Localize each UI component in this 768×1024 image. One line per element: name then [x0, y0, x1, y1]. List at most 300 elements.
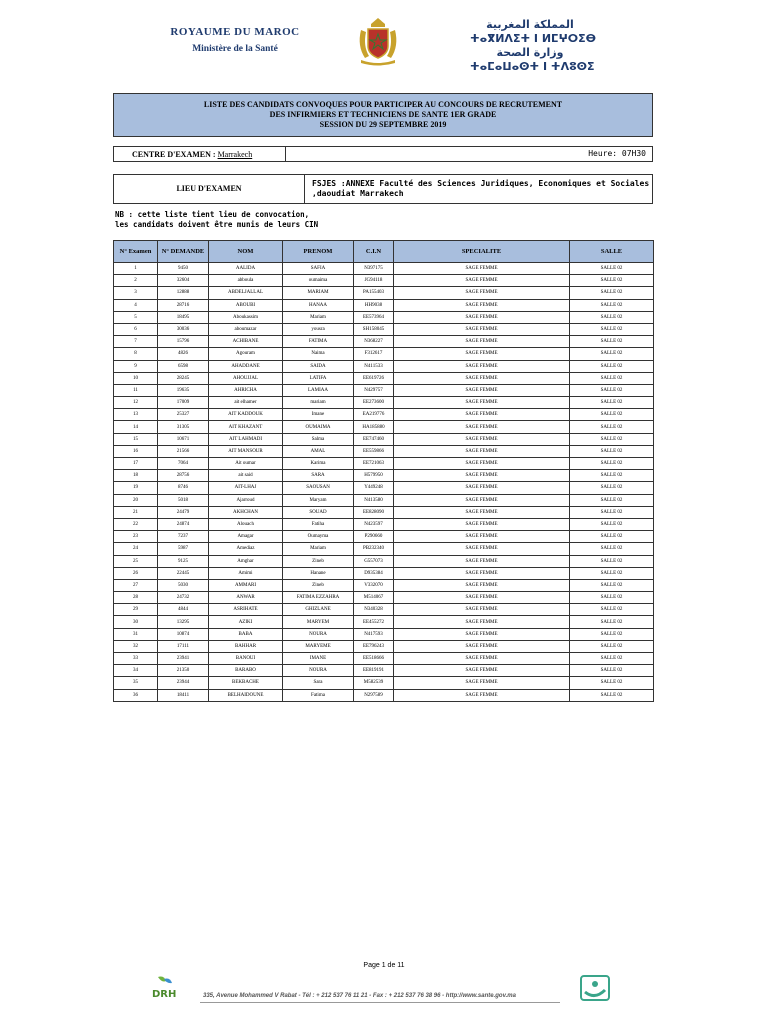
cell-exam-number: 23	[114, 531, 158, 543]
cell-last-name: ACHIBANE	[209, 336, 283, 348]
cell-exam-number: 6	[114, 323, 158, 335]
cell-room: SALLE 02	[570, 665, 654, 677]
cell-room: SALLE 02	[570, 579, 654, 591]
table-row	[114, 348, 654, 360]
cell-exam-number: 12	[114, 397, 158, 409]
cell-exam-number: 27	[114, 579, 158, 591]
cell-room: SALLE 02	[570, 592, 654, 604]
cell-room: SALLE 02	[570, 323, 654, 335]
table-row	[114, 506, 654, 518]
cell-request-number: 9125	[158, 555, 209, 567]
cell-last-name: AHADDANE	[209, 360, 283, 372]
cell-request-number: 17111	[158, 640, 209, 652]
cell-request-number: 17009	[158, 397, 209, 409]
cell-speciality: SAGE FEMME	[394, 628, 570, 640]
cell-speciality: SAGE FEMME	[394, 336, 570, 348]
cell-last-name: ASRIHATE	[209, 604, 283, 616]
page-number: Page 1 de 11	[363, 962, 405, 969]
footer-divider	[200, 1002, 560, 1003]
cell-cin: HA185880	[354, 421, 394, 433]
cell-exam-number: 13	[114, 409, 158, 421]
cell-cin: F312617	[354, 348, 394, 360]
cell-exam-number: 28	[114, 592, 158, 604]
cell-request-number: 4826	[158, 348, 209, 360]
cell-speciality: SAGE FEMME	[394, 543, 570, 555]
cell-speciality: SAGE FEMME	[394, 677, 570, 689]
cell-request-number: 28716	[158, 299, 209, 311]
table-row	[114, 336, 654, 348]
cell-request-number: 24479	[158, 506, 209, 518]
title-line-3: SESSION DU 29 SEPTEMBRE 2019	[319, 120, 447, 129]
cell-speciality: SAGE FEMME	[394, 323, 570, 335]
cell-last-name: AHOUJJAL	[209, 372, 283, 384]
cell-exam-number: 16	[114, 445, 158, 457]
cell-speciality: SAGE FEMME	[394, 506, 570, 518]
cell-request-number: 18495	[158, 311, 209, 323]
cell-last-name: aboumazar	[209, 323, 283, 335]
cell-exam-number: 30	[114, 616, 158, 628]
title-line-1: LISTE DES CANDIDATS CONVOQUES POUR PARTICIPER AU CONCOURS DE RECRUTEMENT	[203, 100, 563, 109]
cell-last-name: abboula	[209, 275, 283, 287]
cell-first-name: MARYEME	[283, 640, 354, 652]
cell-request-number: 13295	[158, 616, 209, 628]
cell-cin: M582539	[354, 677, 394, 689]
cell-room: SALLE 02	[570, 263, 654, 275]
cell-room: SALLE 02	[570, 397, 654, 409]
cell-first-name: MARYEM	[283, 616, 354, 628]
cell-exam-number: 33	[114, 653, 158, 665]
cell-first-name: Karima	[283, 458, 354, 470]
cell-first-name: FATIMA EZZAHRA	[283, 592, 354, 604]
cell-room: SALLE 02	[570, 384, 654, 396]
cell-first-name: IMANE	[283, 653, 354, 665]
cell-first-name: SAOUSAN	[283, 482, 354, 494]
cell-request-number: 24732	[158, 592, 209, 604]
cell-last-name: Ait oumar	[209, 458, 283, 470]
cell-last-name: AHRICHA	[209, 384, 283, 396]
header-left	[160, 26, 310, 54]
cell-cin: M514067	[354, 592, 394, 604]
cell-exam-number: 36	[114, 689, 158, 701]
cell-first-name: SAIDA	[283, 360, 354, 372]
cell-speciality: SAGE FEMME	[394, 567, 570, 579]
table-row	[114, 604, 654, 616]
cell-cin: H579950	[354, 470, 394, 482]
col-header-last-name: NOM	[209, 241, 283, 263]
cell-cin: EE573964	[354, 311, 394, 323]
table-row	[114, 421, 654, 433]
cell-first-name: Mariam	[283, 543, 354, 555]
table-row	[114, 372, 654, 384]
cell-room: SALLE 02	[570, 360, 654, 372]
cell-request-number: 5030	[158, 579, 209, 591]
cell-cin: N411533	[354, 360, 394, 372]
cell-first-name: Zineb	[283, 579, 354, 591]
cell-exam-number: 5	[114, 311, 158, 323]
cell-cin: HH9038	[354, 299, 394, 311]
cell-room: SALLE 02	[570, 421, 654, 433]
cell-room: SALLE 02	[570, 433, 654, 445]
cell-speciality: SAGE FEMME	[394, 470, 570, 482]
cell-request-number: 21566	[158, 445, 209, 457]
cell-first-name: NOURA	[283, 628, 354, 640]
cell-exam-number: 22	[114, 518, 158, 530]
cell-speciality: SAGE FEMME	[394, 397, 570, 409]
cell-cin: N417593	[354, 628, 394, 640]
cell-exam-number: 2	[114, 275, 158, 287]
col-header-speciality: SPECIALITE	[394, 241, 570, 263]
cell-speciality: SAGE FEMME	[394, 640, 570, 652]
cell-room: SALLE 02	[570, 506, 654, 518]
cell-cin: N368227	[354, 336, 394, 348]
cell-speciality: SAGE FEMME	[394, 531, 570, 543]
cell-request-number: 15796	[158, 336, 209, 348]
cell-first-name: Maryam	[283, 494, 354, 506]
cell-first-name: Oumayma	[283, 531, 354, 543]
table-row	[114, 384, 654, 396]
cell-first-name: AMAL	[283, 445, 354, 457]
cell-request-number: 8746	[158, 482, 209, 494]
cell-cin: P290660	[354, 531, 394, 543]
health-logo	[575, 972, 615, 1006]
cell-exam-number: 8	[114, 348, 158, 360]
ministry-title: Ministère de la Santé	[192, 44, 278, 54]
cell-exam-number: 15	[114, 433, 158, 445]
cell-speciality: SAGE FEMME	[394, 311, 570, 323]
cell-last-name: Amghar	[209, 555, 283, 567]
col-header-room: SALLE	[570, 241, 654, 263]
cell-first-name: SARA	[283, 470, 354, 482]
exam-time: Heure: 07H30	[588, 149, 646, 158]
cell-last-name: Alouach	[209, 518, 283, 530]
cell-room: SALLE 02	[570, 555, 654, 567]
table-row	[114, 640, 654, 652]
cell-speciality: SAGE FEMME	[394, 263, 570, 275]
cell-exam-number: 31	[114, 628, 158, 640]
cell-first-name: SOUAD	[283, 506, 354, 518]
table-row	[114, 470, 654, 482]
cell-exam-number: 18	[114, 470, 158, 482]
cell-room: SALLE 02	[570, 494, 654, 506]
cell-first-name: Fatiha	[283, 518, 354, 530]
cell-cin: EE819191	[354, 665, 394, 677]
table-row	[114, 567, 654, 579]
cell-speciality: SAGE FEMME	[394, 616, 570, 628]
cell-request-number: 10671	[158, 433, 209, 445]
cell-request-number: 28245	[158, 372, 209, 384]
cell-first-name: Zineb	[283, 555, 354, 567]
cell-room: SALLE 02	[570, 604, 654, 616]
cell-last-name: ABDELJALLAL	[209, 287, 283, 299]
cell-last-name: BABA	[209, 628, 283, 640]
cell-room: SALLE 02	[570, 543, 654, 555]
exam-centre-value: Marrakech	[217, 150, 253, 159]
cell-last-name: BELHAIDOUNE	[209, 689, 283, 701]
cell-last-name: Aboukassim	[209, 311, 283, 323]
table-row	[114, 543, 654, 555]
cell-cin: G557073	[354, 555, 394, 567]
tifinagh-ministry: ⵜⴰⵎⴰⵡⴰⵙⵜ ⵏ ⵜⴷⵓⵙⵉ	[470, 60, 595, 73]
table-row	[114, 409, 654, 421]
cell-speciality: SAGE FEMME	[394, 421, 570, 433]
cell-room: SALLE 02	[570, 616, 654, 628]
cell-first-name: HANAA	[283, 299, 354, 311]
note	[115, 210, 318, 230]
cell-cin: EE828090	[354, 506, 394, 518]
table-header-row	[114, 241, 654, 263]
cell-last-name: BANOUI	[209, 653, 283, 665]
cell-request-number: 5987	[158, 543, 209, 555]
candidates-table	[113, 240, 654, 702]
table-row	[114, 433, 654, 445]
cell-cin: N429757	[354, 384, 394, 396]
cell-exam-number: 32	[114, 640, 158, 652]
cell-last-name: ANWAR	[209, 592, 283, 604]
note-line-2: les candidats doivent être munis de leurs CIN	[115, 220, 319, 229]
col-header-request-number: N° DEMANDE	[158, 241, 209, 263]
cell-speciality: SAGE FEMME	[394, 348, 570, 360]
cell-first-name: Mariam	[283, 311, 354, 323]
cell-request-number: 9450	[158, 263, 209, 275]
cell-exam-number: 7	[114, 336, 158, 348]
cell-room: SALLE 02	[570, 653, 654, 665]
cell-request-number: 22445	[158, 567, 209, 579]
cell-room: SALLE 02	[570, 409, 654, 421]
cell-room: SALLE 02	[570, 677, 654, 689]
cell-room: SALLE 02	[570, 336, 654, 348]
table-row	[114, 592, 654, 604]
cell-last-name: BEKBACHE	[209, 677, 283, 689]
cell-last-name: ait said	[209, 470, 283, 482]
kingdom-title: ROYAUME DU MAROC	[170, 26, 300, 38]
cell-last-name: AALIDA	[209, 263, 283, 275]
cell-room: SALLE 02	[570, 287, 654, 299]
exam-centre-label: CENTRE D'EXAMEN :	[132, 150, 216, 159]
table-row	[114, 677, 654, 689]
cell-speciality: SAGE FEMME	[394, 592, 570, 604]
cell-room: SALLE 02	[570, 689, 654, 701]
table-row	[114, 531, 654, 543]
cell-exam-number: 17	[114, 458, 158, 470]
cell-last-name: AIT MANSOUR	[209, 445, 283, 457]
cell-cin: EE721063	[354, 458, 394, 470]
cell-last-name: Amediaz	[209, 543, 283, 555]
cell-last-name: Ajarroud	[209, 494, 283, 506]
cell-cin: EE747460	[354, 433, 394, 445]
cell-request-number: 28756	[158, 470, 209, 482]
cell-first-name: NOURA	[283, 665, 354, 677]
cell-room: SALLE 02	[570, 482, 654, 494]
document-title-box	[113, 93, 653, 137]
cell-last-name: AMMARI	[209, 579, 283, 591]
table-row	[114, 689, 654, 701]
exam-centre-row	[113, 146, 653, 162]
cell-speciality: SAGE FEMME	[394, 384, 570, 396]
drh-logo-text: DRH	[152, 989, 177, 1000]
cell-request-number: 7064	[158, 458, 209, 470]
cell-speciality: SAGE FEMME	[394, 604, 570, 616]
table-row	[114, 323, 654, 335]
header-right	[470, 18, 597, 74]
table-row	[114, 555, 654, 567]
cell-last-name: BARABO	[209, 665, 283, 677]
cell-room: SALLE 02	[570, 275, 654, 287]
cell-first-name: Hanane	[283, 567, 354, 579]
cell-speciality: SAGE FEMME	[394, 555, 570, 567]
cell-request-number: 31305	[158, 421, 209, 433]
cell-room: SALLE 02	[570, 567, 654, 579]
col-header-cin: C.I.N	[354, 241, 394, 263]
cell-cin: N423597	[354, 518, 394, 530]
cell-request-number: 23944	[158, 677, 209, 689]
cell-request-number: 21350	[158, 665, 209, 677]
cell-room: SALLE 02	[570, 372, 654, 384]
exam-location-line-2: ,daoudiat Marrakech	[312, 189, 404, 198]
cell-speciality: SAGE FEMME	[394, 445, 570, 457]
cell-request-number: 6598	[158, 360, 209, 372]
drh-logo	[150, 975, 180, 1001]
cell-first-name: Naima	[283, 348, 354, 360]
cell-exam-number: 24	[114, 543, 158, 555]
cell-room: SALLE 02	[570, 348, 654, 360]
exam-centre-cell	[114, 147, 286, 161]
cell-speciality: SAGE FEMME	[394, 494, 570, 506]
cell-cin: EA219776	[354, 409, 394, 421]
coat-of-arms-icon	[355, 16, 401, 66]
cell-first-name: mariam	[283, 397, 354, 409]
cell-cin: EE619726	[354, 372, 394, 384]
cell-exam-number: 25	[114, 555, 158, 567]
table-row	[114, 653, 654, 665]
cell-request-number: 23941	[158, 653, 209, 665]
cell-exam-number: 10	[114, 372, 158, 384]
cell-request-number: 25327	[158, 409, 209, 421]
table-row	[114, 616, 654, 628]
cell-cin: V332070	[354, 579, 394, 591]
cell-request-number: 12888	[158, 287, 209, 299]
cell-room: SALLE 02	[570, 470, 654, 482]
arabic-kingdom: المملكة المغربية	[486, 18, 574, 31]
cell-request-number: 30036	[158, 323, 209, 335]
cell-speciality: SAGE FEMME	[394, 665, 570, 677]
table-row	[114, 445, 654, 457]
cell-last-name: Agouram	[209, 348, 283, 360]
cell-speciality: SAGE FEMME	[394, 409, 570, 421]
cell-first-name: FATIMA	[283, 336, 354, 348]
cell-room: SALLE 02	[570, 299, 654, 311]
cell-exam-number: 35	[114, 677, 158, 689]
cell-first-name: GHIZLANE	[283, 604, 354, 616]
cell-speciality: SAGE FEMME	[394, 579, 570, 591]
table-row	[114, 518, 654, 530]
table-row	[114, 579, 654, 591]
cell-cin: D935384	[354, 567, 394, 579]
cell-cin: PB232340	[354, 543, 394, 555]
cell-speciality: SAGE FEMME	[394, 287, 570, 299]
cell-exam-number: 20	[114, 494, 158, 506]
cell-first-name: MARIAM	[283, 287, 354, 299]
cell-cin: N413580	[354, 494, 394, 506]
cell-first-name: yousra	[283, 323, 354, 335]
table-row	[114, 287, 654, 299]
cell-speciality: SAGE FEMME	[394, 275, 570, 287]
cell-cin: EE559866	[354, 445, 394, 457]
footer-address: 335, Avenue Mohammed V Rabat - Tél : + 212 537 76 11 21 - Fax : + 212 537 76 38 96 - http://www.sante.gov.ma	[203, 993, 516, 999]
table-row	[114, 311, 654, 323]
cell-first-name: OUMAIMA	[283, 421, 354, 433]
cell-exam-number: 19	[114, 482, 158, 494]
table-row	[114, 482, 654, 494]
table-row	[114, 360, 654, 372]
cell-speciality: SAGE FEMME	[394, 299, 570, 311]
cell-first-name: Salma	[283, 433, 354, 445]
cell-last-name: AIT KHAZANT	[209, 421, 283, 433]
table-row	[114, 299, 654, 311]
cell-last-name: Amimi	[209, 567, 283, 579]
col-header-exam-number: N° Examen	[114, 241, 158, 263]
cell-request-number: 4844	[158, 604, 209, 616]
cell-room: SALLE 02	[570, 640, 654, 652]
cell-cin: EE455272	[354, 616, 394, 628]
exam-location-value	[312, 179, 650, 199]
title-line-2: DES INFIRMIERS ET TECHNICIENS DE SANTE 1ER GRADE	[269, 110, 497, 119]
cell-cin: JG94118	[354, 275, 394, 287]
cell-last-name: Amagar	[209, 531, 283, 543]
cell-last-name: ait elhamer	[209, 397, 283, 409]
cell-exam-number: 1	[114, 263, 158, 275]
cell-speciality: SAGE FEMME	[394, 458, 570, 470]
cell-last-name: AIT LAHMADI	[209, 433, 283, 445]
cell-first-name: Sara	[283, 677, 354, 689]
exam-location-label: LIEU D'EXAMEN	[114, 175, 305, 203]
cell-speciality: SAGE FEMME	[394, 433, 570, 445]
table-body	[114, 263, 654, 702]
cell-room: SALLE 02	[570, 445, 654, 457]
cell-request-number: 19635	[158, 384, 209, 396]
cell-exam-number: 4	[114, 299, 158, 311]
cell-cin: N297589	[354, 689, 394, 701]
cell-cin: N340328	[354, 604, 394, 616]
cell-last-name: BAHHAR	[209, 640, 283, 652]
cell-last-name: AIT-LHAJ	[209, 482, 283, 494]
exam-location-line-1: FSJES :ANNEXE Faculté des Sciences Juridiques, Economiques et Sociales	[312, 179, 650, 188]
table-row	[114, 263, 654, 275]
cell-cin: SH158045	[354, 323, 394, 335]
cell-speciality: SAGE FEMME	[394, 360, 570, 372]
col-header-first-name: PRENOM	[283, 241, 354, 263]
cell-request-number: 5018	[158, 494, 209, 506]
cell-speciality: SAGE FEMME	[394, 482, 570, 494]
cell-exam-number: 29	[114, 604, 158, 616]
cell-cin: EE273600	[354, 397, 394, 409]
cell-exam-number: 14	[114, 421, 158, 433]
cell-request-number: 18411	[158, 689, 209, 701]
cell-room: SALLE 02	[570, 531, 654, 543]
cell-last-name: AIT KADDOUK	[209, 409, 283, 421]
cell-cin: Y449248	[354, 482, 394, 494]
table-row	[114, 275, 654, 287]
note-line-1: NB : cette liste tient lieu de convocation,	[115, 210, 310, 219]
cell-room: SALLE 02	[570, 311, 654, 323]
cell-speciality: SAGE FEMME	[394, 518, 570, 530]
cell-request-number: 32604	[158, 275, 209, 287]
cell-speciality: SAGE FEMME	[394, 689, 570, 701]
cell-cin: N397175	[354, 263, 394, 275]
cell-cin: EE796243	[354, 640, 394, 652]
cell-first-name: SAFIA	[283, 263, 354, 275]
table-row	[114, 458, 654, 470]
cell-room: SALLE 02	[570, 518, 654, 530]
